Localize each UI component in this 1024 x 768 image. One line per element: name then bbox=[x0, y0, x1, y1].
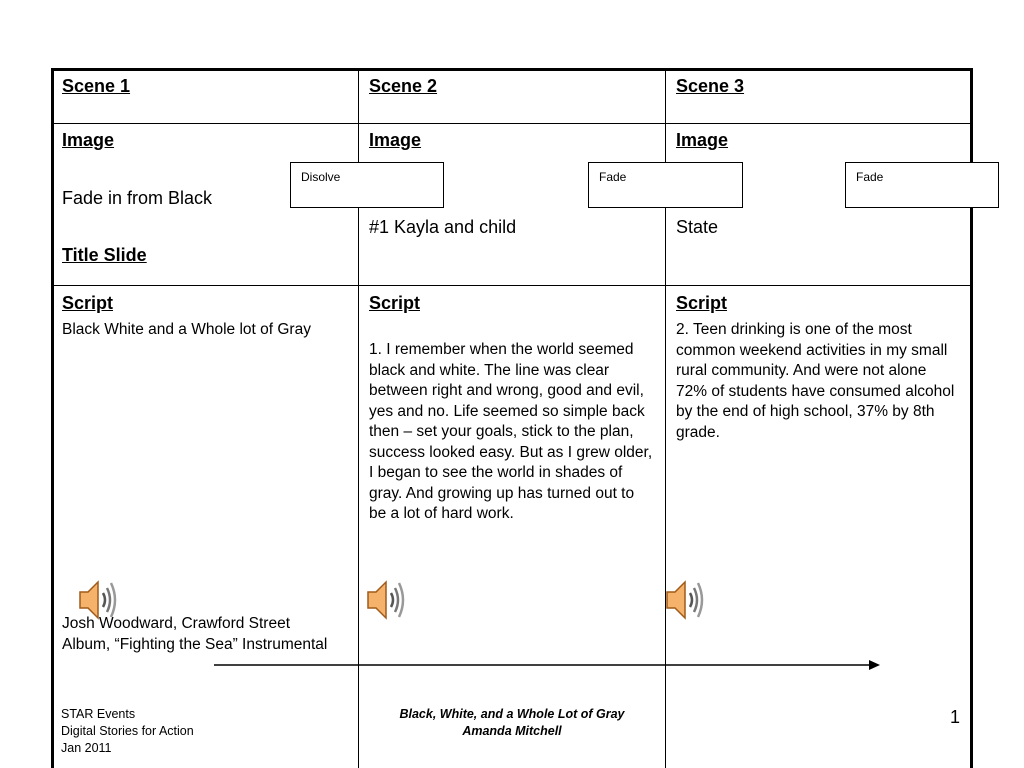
speaker-icon[interactable] bbox=[364, 577, 408, 623]
footer-title: Black, White, and a Whole Lot of Gray bbox=[399, 707, 625, 721]
scene-1-image-desc: Fade in from Black bbox=[62, 188, 213, 208]
transition-box-fade: Fade bbox=[588, 162, 743, 208]
footer-left-line: Digital Stories for Action bbox=[61, 724, 194, 738]
scene-3-image-label: Image bbox=[676, 130, 729, 150]
speaker-icon[interactable] bbox=[663, 577, 707, 623]
transition-box-fade: Fade bbox=[845, 162, 999, 208]
footer-center bbox=[362, 706, 662, 740]
row-divider bbox=[54, 123, 970, 124]
scene-1-image-label: Image bbox=[62, 130, 115, 150]
scene-1-image-title: Title Slide bbox=[62, 245, 147, 265]
footer-left bbox=[61, 706, 194, 757]
scene-3-script-label: Script bbox=[676, 293, 728, 313]
transition-box-dissolve: Disolve bbox=[290, 162, 444, 208]
scene-3-image-desc: State bbox=[676, 217, 719, 237]
scene-2-script-text: 1. I remember when the world seemed black and white. The line was clear between right and wrong, good and evil, yes and no. Life seemed so simple back then – set your goals, stick to the plan, success looked easy. But as I grew older, I began to see the world in shades of gray. And growing up has turned out to be a lot of hard work. bbox=[369, 341, 653, 522]
scene-2-image-label: Image bbox=[369, 130, 422, 150]
footer-left-line: Jan 2011 bbox=[61, 741, 112, 755]
footer-author: Amanda Mitchell bbox=[462, 724, 562, 738]
scene-2-heading: Scene 2 bbox=[369, 76, 438, 96]
music-duration-arrow bbox=[212, 658, 884, 672]
scene-3-script-text: 2. Teen drinking is one of the most common weekend activities in my small rural community. And were not alone 72% of students have consumed alcohol by the end of high school, 37% by 8th grade. bbox=[676, 321, 955, 441]
scene-3-heading: Scene 3 bbox=[676, 76, 745, 96]
speaker-icon[interactable] bbox=[76, 577, 120, 623]
scene-1-script-label: Script bbox=[62, 293, 114, 313]
scene-2-image-desc: #1 Kayla and child bbox=[369, 217, 517, 237]
scene-1-heading: Scene 1 bbox=[62, 76, 131, 96]
scene-1-script-text: Black White and a Whole lot of Gray bbox=[62, 321, 311, 338]
row-divider bbox=[54, 285, 970, 286]
scene-1-music-credit: Josh Woodward, Crawford Street Album, “Fighting the Sea” Instrumental bbox=[62, 615, 328, 653]
page-number: 1 bbox=[950, 707, 961, 727]
scene-2-script-label: Script bbox=[369, 293, 421, 313]
footer-left-line: STAR Events bbox=[61, 707, 136, 721]
